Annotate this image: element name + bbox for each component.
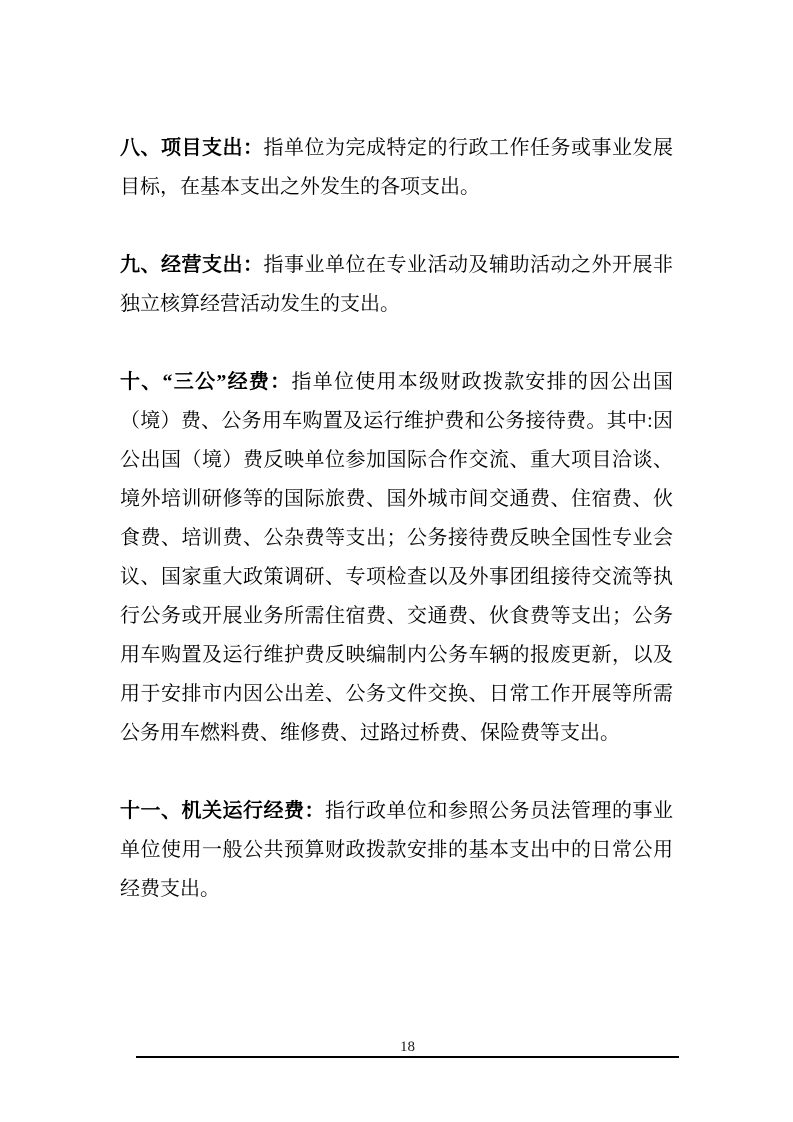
paragraph (120, 129, 673, 207)
text-line: 公出国（境）费反映单位参加国际合作交流、重大项目洽谈、 (120, 449, 673, 471)
text-line: 经费支出。 (120, 878, 220, 900)
text-line: 议、国家重大政策调研、专项检查以及外事团组接待交流等执 (120, 566, 673, 588)
paragraph-lead: 八、项目支出： (120, 137, 264, 159)
page-number: 18 (400, 1039, 415, 1055)
paragraph-lead: 十一、机关运行经费： (120, 800, 325, 822)
paragraph-lead: 十、“三公”经费： (120, 371, 292, 393)
text-line: 九、经营支出：指事业单位在专业活动及辅助活动之外开展非 (120, 254, 673, 276)
paragraph (120, 246, 673, 324)
text-line: 公务用车燃料费、维修费、过路过桥费、保险费等支出。 (120, 722, 620, 744)
text-line: 八、项目支出：指单位为完成特定的行政工作任务或事业发展 (120, 137, 673, 159)
text-line: 用于安排市内因公出差、公务文件交换、日常工作开展等所需 (120, 683, 673, 705)
text-line: 独立核算经营活动发生的支出。 (120, 293, 400, 315)
text-line: 十、“三公”经费：指单位使用本级财政拨款安排的因公出国 (120, 371, 674, 393)
paragraph (120, 363, 673, 753)
text-line: （境）费、公务用车购置及运行维护费和公务接待费。其中:因 (120, 410, 673, 432)
text-line: 单位使用一般公共预算财政拨款安排的基本支出中的日常公用 (120, 839, 673, 861)
paragraph (120, 792, 673, 909)
text-line: 十一、机关运行经费：指行政单位和参照公务员法管理的事业 (120, 800, 673, 822)
paragraph-lead: 九、经营支出： (120, 254, 264, 276)
text-line: 食费、培训费、公杂费等支出；公务接待费反映全国性专业会 (120, 527, 673, 549)
text-line: 目标，在基本支出之外发生的各项支出。 (120, 176, 480, 198)
footer-rule (136, 1056, 679, 1058)
text-block (120, 129, 673, 909)
text-line: 用车购置及运行维护费反映编制内公务车辆的报废更新，以及 (120, 644, 673, 666)
text-line: 行公务或开展业务所需住宿费、交通费、伙食费等支出；公务 (120, 605, 673, 627)
text-line: 境外培训研修等的国际旅费、国外城市间交通费、住宿费、伙 (120, 488, 673, 510)
